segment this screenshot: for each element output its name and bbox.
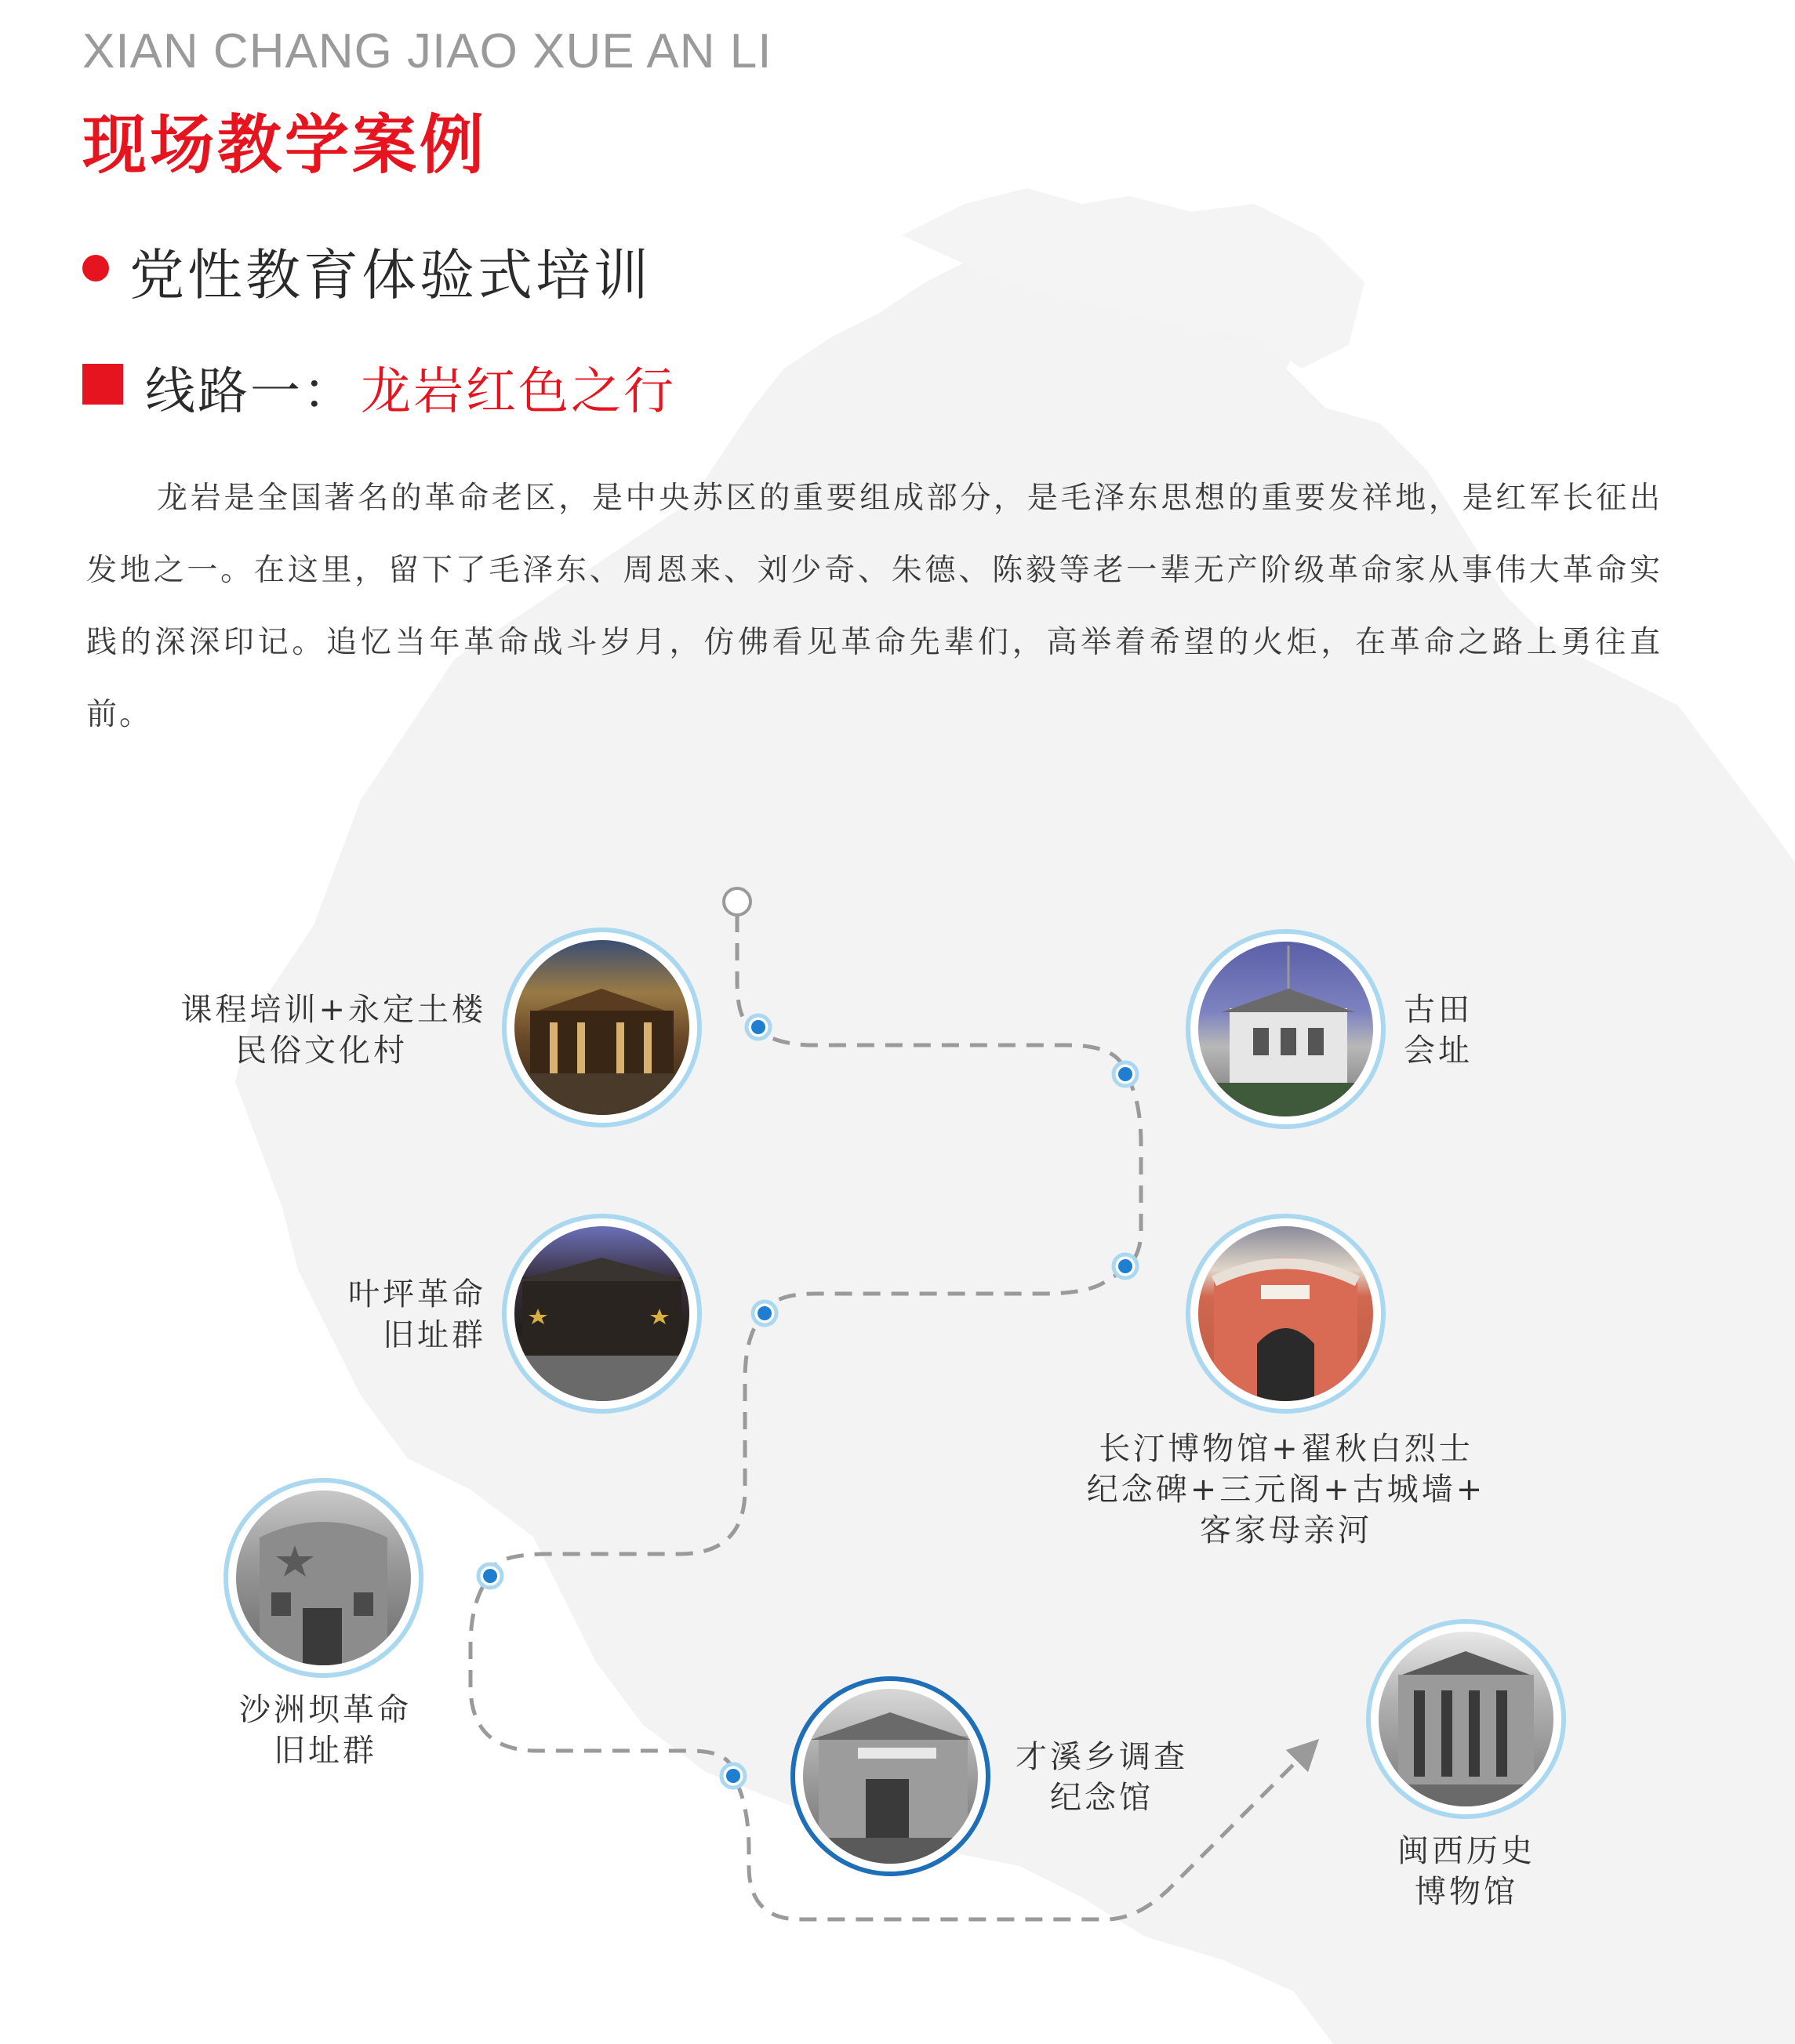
stop-label-yongding — [157, 989, 486, 1071]
stop-photo-yongding — [502, 928, 702, 1127]
stop-label-line: 课程培训+永定土楼 — [180, 992, 486, 1028]
stop-photo-yeping — [502, 1214, 702, 1414]
stop-label-line: 会址 — [1404, 1033, 1473, 1069]
stop-label-line: 旧址群 — [274, 1733, 377, 1769]
stop-photo-gutian — [1186, 929, 1386, 1129]
stop-photo-caixi — [790, 1676, 990, 1876]
intro-paragraph: 龙岩是全国著名的革命老区，是中央苏区的重要组成部分，是毛泽东思想的重要发祥地，是红军长征出发地之一。在这里，留下了毛泽东、周恩来、刘少奇、朱德、陈毅等老一辈无产阶级革命家从事伟大革命实践的深深印记。追忆当年革命战斗岁月，仿佛看见革命先辈们，高举着希望的火炬，在革命之路上勇往直前。 — [86, 481, 1662, 732]
stop-label-line: 旧址群 — [383, 1317, 486, 1353]
stop-photo-changting — [1186, 1214, 1386, 1414]
stop-photo-shazhouba — [223, 1478, 423, 1678]
stop-label-line: 民俗文化村 — [235, 1033, 408, 1069]
stop-label-line: 纪念碑+三元阁+古城墙+ — [1086, 1472, 1486, 1508]
stop-label-line: 才溪乡调查 — [1016, 1739, 1188, 1775]
header-pinyin: XIAN CHANG JIAO XUE AN LI — [82, 24, 772, 78]
stop-label-caixi — [1004, 1737, 1200, 1818]
stop-label-yeping — [290, 1274, 486, 1356]
stop-label-line: 纪念馆 — [1050, 1780, 1154, 1816]
route-name: 龙岩红色之行 — [361, 363, 676, 421]
section-title: 党性教育体验式培训 — [129, 243, 652, 307]
stop-label-line: 博物馆 — [1415, 1874, 1518, 1910]
stop-label-line: 叶坪革命 — [348, 1276, 486, 1312]
stop-label-line: 古田 — [1404, 992, 1473, 1028]
page-title: 现场教学案例 — [82, 108, 488, 183]
stop-label-shazhouba — [188, 1690, 463, 1771]
route-start-icon — [724, 888, 750, 915]
stop-label-line: 长汀博物馆+翟秋白烈士 — [1099, 1431, 1473, 1467]
stop-label-changting — [1059, 1429, 1513, 1551]
stop-label-line: 闽西历史 — [1397, 1833, 1535, 1869]
stop-label-minxi — [1349, 1831, 1584, 1912]
stop-label-line: 客家母亲河 — [1200, 1512, 1372, 1548]
route-label: 线路一： — [145, 363, 355, 421]
stop-label-gutian — [1404, 989, 1561, 1071]
stop-label-line: 沙洲坝革命 — [239, 1692, 412, 1728]
stop-photo-minxi — [1366, 1619, 1566, 1819]
